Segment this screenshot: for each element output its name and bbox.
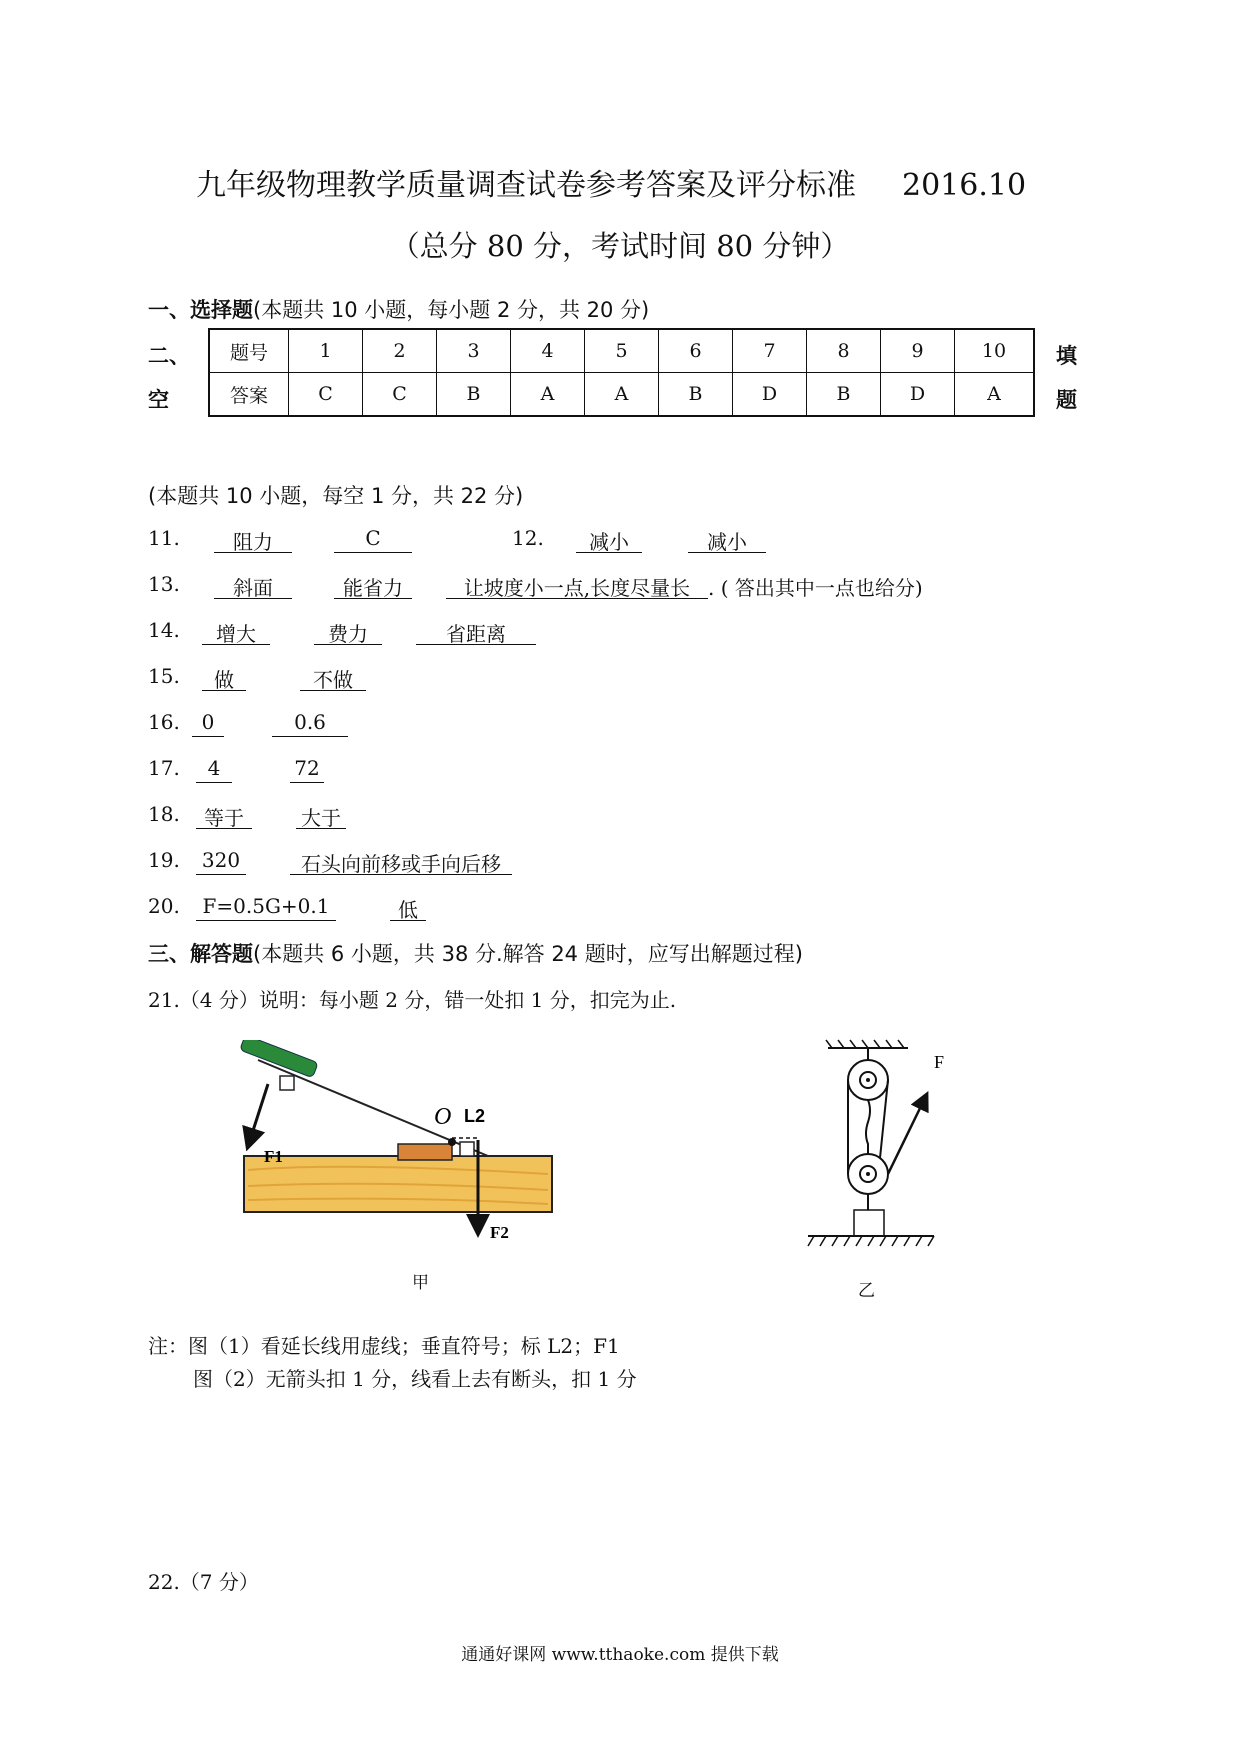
blank: 省距离 (416, 618, 536, 645)
q-cell: 2 (363, 329, 437, 373)
a-cell: D (881, 373, 955, 417)
blank: 低 (390, 894, 426, 921)
blank: 让坡度小一点,长度尽量长 (446, 572, 708, 599)
blank: 斜面 (214, 572, 292, 599)
movable-pulley (848, 1154, 888, 1194)
blank: 320 (196, 848, 246, 875)
answer-table (208, 328, 1035, 417)
blank: 减小 (576, 526, 642, 553)
blank: 做 (202, 664, 246, 691)
item-number: 16. (148, 710, 180, 734)
q-cell: 10 (955, 329, 1035, 373)
section2-right-top: 填 (1056, 344, 1077, 368)
blank: 72 (290, 756, 324, 783)
q-cell: 8 (807, 329, 881, 373)
section3-title: 三、解答题 (148, 942, 253, 966)
a-cell: C (363, 373, 437, 417)
blank: F=0.5G+0.1 (196, 894, 336, 921)
ground (808, 1236, 934, 1246)
section2-desc: (本题共 10 小题，每空 1 分，共 22 分) (148, 484, 524, 508)
question-21: 21.（4 分）说明：每小题 2 分，错一处扣 1 分，扣完为止. (148, 988, 677, 1012)
q-cell: 4 (511, 329, 585, 373)
label-f: F (934, 1052, 945, 1072)
section1-heading (148, 294, 649, 324)
row-label-answer: 答案 (209, 373, 289, 417)
a-cell: A (511, 373, 585, 417)
section1-desc: (本题共 10 小题，每小题 2 分，共 20 分) (253, 298, 650, 322)
a-cell: D (733, 373, 807, 417)
item-number: 14. (148, 618, 180, 642)
page-footer: 通通好课网 www.tthaoke.com 提供下载 (461, 1645, 779, 1665)
section3-heading (148, 938, 803, 968)
q-cell: 3 (437, 329, 511, 373)
a-cell: B (807, 373, 881, 417)
weight-block (854, 1210, 884, 1236)
section3-desc: (本题共 6 小题，共 38 分.解答 24 题时，应写出解题过程) (253, 942, 803, 966)
blank: 大于 (296, 802, 346, 829)
blank: 4 (196, 756, 232, 783)
section2-left-bottom: 空 (148, 388, 169, 412)
q-cell: 5 (585, 329, 659, 373)
perpendicular-mark-1 (280, 1076, 294, 1090)
item-number: 13. (148, 572, 180, 596)
caption-yi: 乙 (858, 1281, 875, 1301)
item-number: 19. (148, 848, 180, 872)
blank: 等于 (196, 802, 252, 829)
label-f2: F2 (490, 1223, 509, 1242)
label-f1: F1 (264, 1147, 283, 1166)
item-number: 20. (148, 894, 180, 918)
q-cell: 7 (733, 329, 807, 373)
section1-title: 一、选择题 (148, 298, 253, 322)
answer-row (209, 373, 1034, 417)
blank: 阻力 (214, 526, 292, 553)
label-l2: L2 (464, 1106, 486, 1126)
question-number-row (209, 329, 1034, 373)
force-f1-arrow (250, 1084, 268, 1140)
a-cell: B (437, 373, 511, 417)
item-number: 11. (148, 526, 180, 550)
grading-note-2: 图（2）无箭头扣 1 分，线看上去有断头，扣 1 分 (193, 1367, 637, 1391)
blank: 不做 (300, 664, 366, 691)
blank: 0.6 (272, 710, 348, 737)
a-cell: A (955, 373, 1035, 417)
item-number: 15. (148, 664, 180, 688)
grading-note-1: 注：图（1）看延长线用虚线；垂直符号；标 L2；F1 (148, 1334, 620, 1358)
caption-jia: 甲 (412, 1273, 429, 1293)
blank: C (334, 526, 412, 553)
blank: 增大 (202, 618, 270, 645)
blank: 能省力 (334, 572, 412, 599)
blank: 0 (192, 710, 224, 737)
brick-fulcrum (398, 1144, 452, 1160)
title-text: 九年级物理教学质量调查试卷参考答案及评分标准 (196, 168, 856, 203)
blank: 减小 (688, 526, 766, 553)
item-number: 18. (148, 802, 180, 826)
pull-rope-arrow (888, 1100, 924, 1174)
a-cell: B (659, 373, 733, 417)
q-cell: 6 (659, 329, 733, 373)
wood-plank (244, 1156, 552, 1212)
section2-left-top: 二、 (148, 344, 190, 368)
perpendicular-mark-2 (460, 1142, 474, 1156)
ceiling (826, 1040, 908, 1048)
blank: 费力 (314, 618, 382, 645)
q-cell: 1 (289, 329, 363, 373)
figure-lever (228, 1040, 568, 1250)
title-year: 2016.10 (902, 168, 1027, 203)
pen-handle (240, 1040, 319, 1078)
label-o: O (434, 1104, 452, 1130)
a-cell: C (289, 373, 363, 417)
section2-right-bottom: 题 (1056, 388, 1077, 412)
a-cell: A (585, 373, 659, 417)
item-number: 17. (148, 756, 180, 780)
item-number: 12. (512, 526, 544, 550)
row-label-question: 题号 (209, 329, 289, 373)
item-note: . ( 答出其中一点也给分) (708, 576, 923, 600)
pivot-point (448, 1138, 456, 1146)
page-subtitle: （总分 80 分，考试时间 80 分钟） (390, 229, 850, 263)
fixed-pulley (848, 1060, 888, 1100)
figure-pulley (798, 1038, 968, 1264)
question-22: 22.（7 分） (148, 1570, 259, 1594)
q-cell: 9 (881, 329, 955, 373)
blank: 石头向前移或手向后移 (290, 848, 512, 875)
page-title (196, 160, 1026, 204)
